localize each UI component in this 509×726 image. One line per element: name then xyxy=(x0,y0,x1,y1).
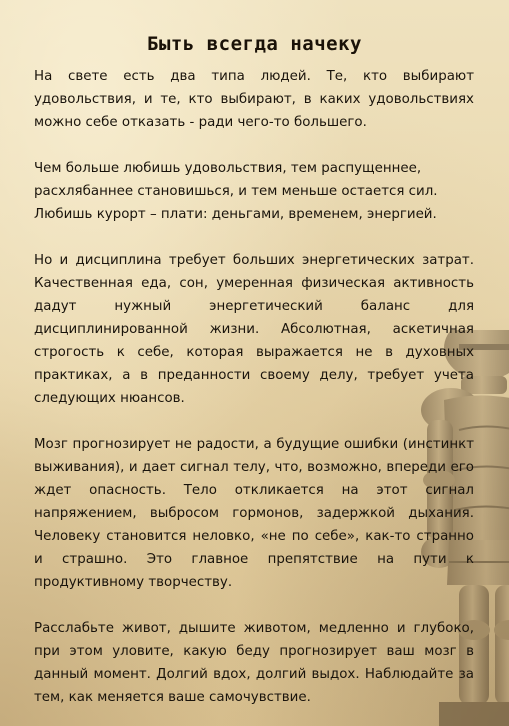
paragraph-4: Мозг прогнозирует не радости, а будущие ошибки (инстинкт выживания), и дает сигнал телу, что, возможно, впереди его ждет опасность. Тело откликается на этот сигнал напряжением, выбросом гормонов, задержкой дыхания. Человеку становится неловко, «не по себе», как-то странно и страшно. Это главное препятствие на пути к продуктивному творчеству. xyxy=(34,437,474,590)
paragraph-2: Чем больше любишь удовольствия, тем распущеннее, расхлябаннее становишься, и тем меньше остается сил. Любишь курорт – плати: деньгами, временем, энергией. xyxy=(34,161,438,222)
paragraph-5: Расслабьте живот, дышите животом, медленно и глубоко, при этом уловите, какую беду прогнозирует ваш мозг в данный момент. Долгий вдох, долгий выдох. Наблюдайте за тем, как меняется ваше самочувствие. xyxy=(34,621,474,705)
paragraph-1: На свете есть два типа людей. Те, кто выбирают удовольствия, и те, кто выбирают, в каких удовольствиях можно себе отказать - ради чего-то большего. xyxy=(34,69,474,130)
document-title: Быть всегда начеку xyxy=(147,33,362,55)
paragraph-3: Но и дисциплина требует больших энергетических затрат. Качественная еда, сон, умеренная физическая активность дадут нужный энергетический баланс для дисциплинированной жизни. Абсолютная, аскетичная строгость к себе, которая выражается не в духовных практиках, а в преданности своему делу, требует учета следующих нюансов. xyxy=(34,253,474,406)
document-body xyxy=(34,65,474,726)
